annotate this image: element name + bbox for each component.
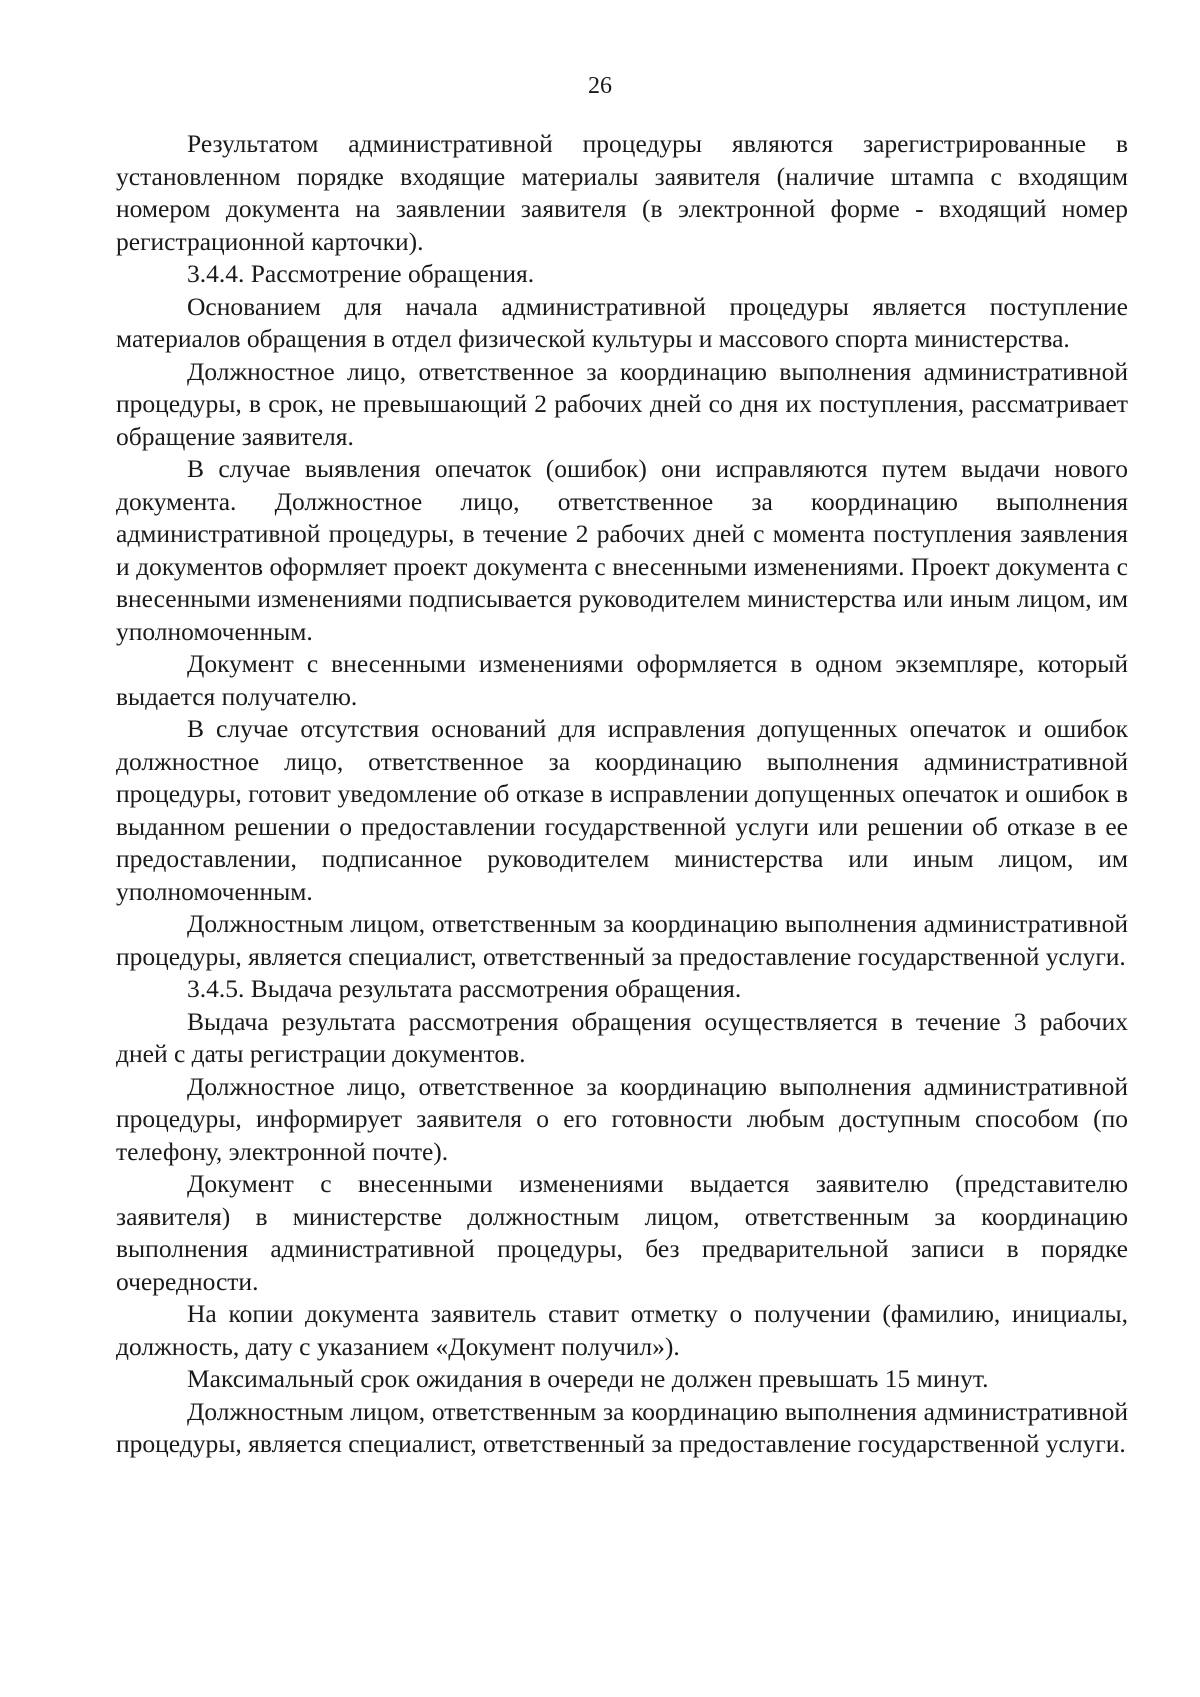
paragraph-document-issued: Документ с внесенными изменениями выдается заявителю (представителю заявителя) в министерстве должностным лицом, ответственным за координацию выполнения административной процедуры, без предварительной записи в порядке очередности. (116, 1169, 1128, 1296)
paragraph-max-wait: Максимальный срок ожидания в очереди не должен превышать 15 минут. (187, 1364, 989, 1393)
paragraph-receipt-mark: На копии документа заявитель ставит отметку о получении (фамилию, инициалы, должность, дату с указанием «Документ получил»). (116, 1299, 1128, 1361)
paragraph-single-copy: Документ с внесенными изменениями оформляется в одном экземпляре, который выдается получателю. (116, 649, 1128, 711)
paragraph-responsible-specialist-2: Должностным лицом, ответственным за координацию выполнения административной процедуры, является специалист, ответственный за предоставление государственной услуги. (116, 1396, 1128, 1458)
paragraph-notify-applicant: Должностное лицо, ответственное за координацию выполнения административной процедуры, информирует заявителя о его готовности любым доступным способом (по телефону, электронной почте). (116, 1071, 1128, 1166)
document-body (116, 128, 1128, 1461)
section-heading-3-4-5: 3.4.5. Выдача результата рассмотрения обращения. (187, 974, 742, 1003)
section-heading-3-4-4: 3.4.4. Рассмотрение обращения. (187, 259, 535, 288)
paragraph-official-review: Должностное лицо, ответственное за координацию выполнения административной процедуры, в срок, не превышающий 2 рабочих дней со дня их поступления, рассматривает обращение заявителя. (116, 356, 1128, 451)
paragraph-typo-correction: В случае выявления опечаток (ошибок) они исправляются путем выдачи нового документа. Должностное лицо, ответственное за координацию выполнения административной процедуры, в течение 2 рабочих дней с момента поступления заявления и документов оформляет проект документа с внесенными изменениями. Проект документа с внесенными изменениями подписывается руководителем министерства или иным лицом, им уполномоченным. (116, 454, 1128, 646)
paragraph-basis: Основанием для начала административной процедуры является поступление материалов обращения в отдел физической культуры и массового спорта министерства. (116, 291, 1128, 353)
paragraph-issuance-term: Выдача результата рассмотрения обращения осуществляется в течение 3 рабочих дней с даты регистрации документов. (116, 1006, 1128, 1068)
paragraph-refusal: В случае отсутствия оснований для исправления допущенных опечаток и ошибок должностное лицо, ответственное за координацию выполнения административной процедуры, готовит уведомление об отказе в исправлении допущенных опечаток и ошибок в выданном решении о предоставлении государственной услуги или решении об отказе в ее предоставлении, подписанное руководителем министерства или иным лицом, им уполномоченным. (116, 714, 1128, 906)
paragraph-result: Результатом административной процедуры являются зарегистрированные в установленном порядке входящие материалы заявителя (наличие штампа с входящим номером документа на заявлении заявителя (в электронной форме - входящий номер регистрационной карточки). (116, 129, 1128, 256)
paragraph-responsible-specialist: Должностным лицом, ответственным за координацию выполнения административной процедуры, является специалист, ответственный за предоставление государственной услуги. (116, 909, 1128, 971)
page-number: 26 (588, 73, 612, 99)
